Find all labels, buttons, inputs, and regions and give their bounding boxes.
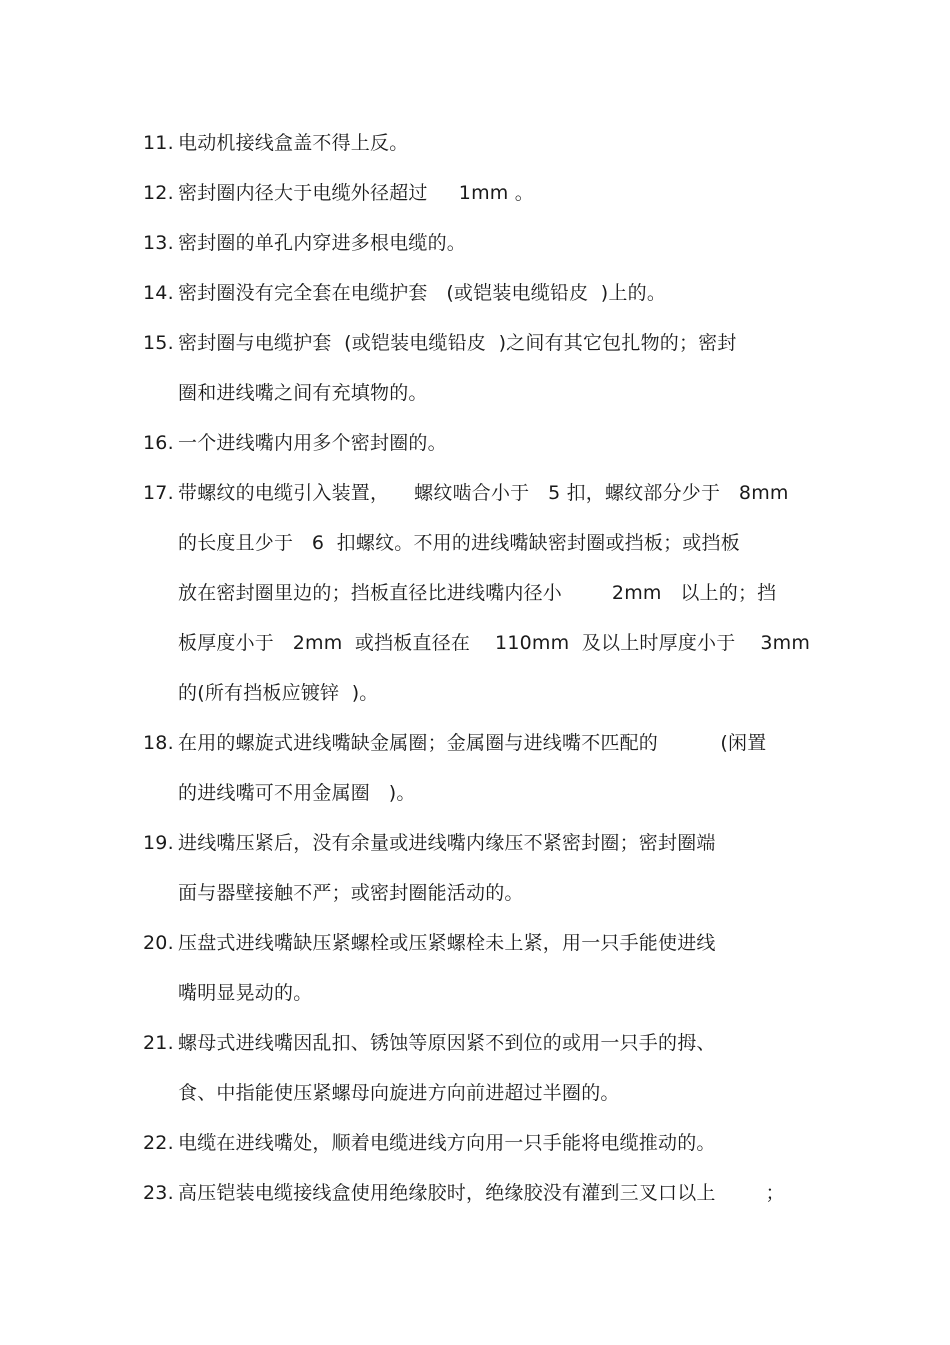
list-item-21 — [143, 1018, 833, 1118]
list-item-14 — [143, 268, 833, 318]
item-continuation-line: 嘴明显晃动的。 — [178, 982, 313, 1004]
list-item-20 — [143, 918, 833, 1018]
item-line — [143, 1018, 833, 1068]
item-continuation-line: 圈和进线嘴之间有充填物的。 — [178, 382, 428, 404]
item-continuation-line: 食、中指能使压紧螺母向旋进方向前进超过半圈的。 — [178, 1082, 620, 1104]
item-text: 一个进线嘴内用多个密封圈的。 — [178, 432, 447, 454]
list-item-19 — [143, 818, 833, 918]
item-text: 高压铠装电缆接线盒使用绝缘胶时，绝缘胶没有灌到三叉口以上 ； — [178, 1182, 785, 1204]
list-item-22 — [143, 1118, 833, 1168]
item-text: 带螺纹的电缆引入装置， 螺纹啮合小于 5 扣，螺纹部分少于 8mm — [178, 482, 789, 504]
item-number: 23. — [143, 1182, 174, 1204]
item-text: 电动机接线盒盖不得上反。 — [178, 132, 409, 154]
item-number: 12. — [143, 182, 174, 204]
list-item-15 — [143, 318, 833, 418]
item-continuation-line: 的长度且少于 6 扣螺纹。不用的进线嘴缺密封圈或挡板；或挡板 — [178, 532, 740, 554]
item-number: 13. — [143, 232, 174, 254]
item-text: 压盘式进线嘴缺压紧螺栓或压紧螺栓未上紧，用一只手能使进线 — [178, 932, 716, 954]
item-text: 密封圈内径大于电缆外径超过 1mm 。 — [178, 182, 534, 204]
item-line — [143, 318, 833, 368]
list-item-17 — [143, 468, 833, 718]
item-line — [143, 718, 833, 768]
item-number: 18. — [143, 732, 174, 754]
list-item-23 — [143, 1168, 833, 1218]
item-number: 14. — [143, 282, 174, 304]
item-number: 21. — [143, 1032, 174, 1054]
item-line — [143, 918, 833, 968]
list-item-13 — [143, 218, 833, 268]
item-number: 19. — [143, 832, 174, 854]
item-line — [143, 218, 833, 268]
item-continuation-line: 面与器壁接触不严；或密封圈能活动的。 — [178, 882, 524, 904]
list-item-11 — [143, 118, 833, 168]
item-number: 11. — [143, 132, 174, 154]
item-line — [143, 418, 833, 468]
item-line — [143, 1118, 833, 1168]
item-line — [143, 818, 833, 868]
item-line — [143, 118, 833, 168]
list-item-16 — [143, 418, 833, 468]
item-continuation-line: 的进线嘴可不用金属圈 )。 — [178, 782, 416, 804]
item-text: 在用的螺旋式进线嘴缺金属圈；金属圈与进线嘴不匹配的 (闲置 — [178, 732, 767, 754]
item-text: 电缆在进线嘴处，顺着电缆进线方向用一只手能将电缆推动的。 — [178, 1132, 716, 1154]
item-line — [143, 468, 833, 518]
item-number: 17. — [143, 482, 174, 504]
item-number: 20. — [143, 932, 174, 954]
list-item-12 — [143, 168, 833, 218]
item-line — [143, 168, 833, 218]
item-text: 进线嘴压紧后，没有余量或进线嘴内缘压不紧密封圈；密封圈端 — [178, 832, 716, 854]
item-number: 15. — [143, 332, 174, 354]
item-number: 16. — [143, 432, 174, 454]
item-text: 密封圈的单孔内穿进多根电缆的。 — [178, 232, 467, 254]
item-text: 螺母式进线嘴因乱扣、锈蚀等原因紧不到位的或用一只手的拇、 — [178, 1032, 716, 1054]
item-text: 密封圈没有完全套在电缆护套 (或铠装电缆铅皮 )上的。 — [178, 282, 667, 304]
item-line — [143, 268, 833, 318]
item-number: 22. — [143, 1132, 174, 1154]
list-item-18 — [143, 718, 833, 818]
item-continuation-line: 的(所有挡板应镀锌 )。 — [178, 682, 379, 704]
item-continuation-line: 板厚度小于 2mm 或挡板直径在 110mm 及以上时厚度小于 3mm — [178, 632, 811, 654]
item-continuation-line: 放在密封圈里边的；挡板直径比进线嘴内径小 2mm 以上的；挡 — [178, 582, 777, 604]
item-line — [143, 1168, 833, 1218]
item-text: 密封圈与电缆护套 (或铠装电缆铅皮 )之间有其它包扎物的；密封 — [178, 332, 737, 354]
